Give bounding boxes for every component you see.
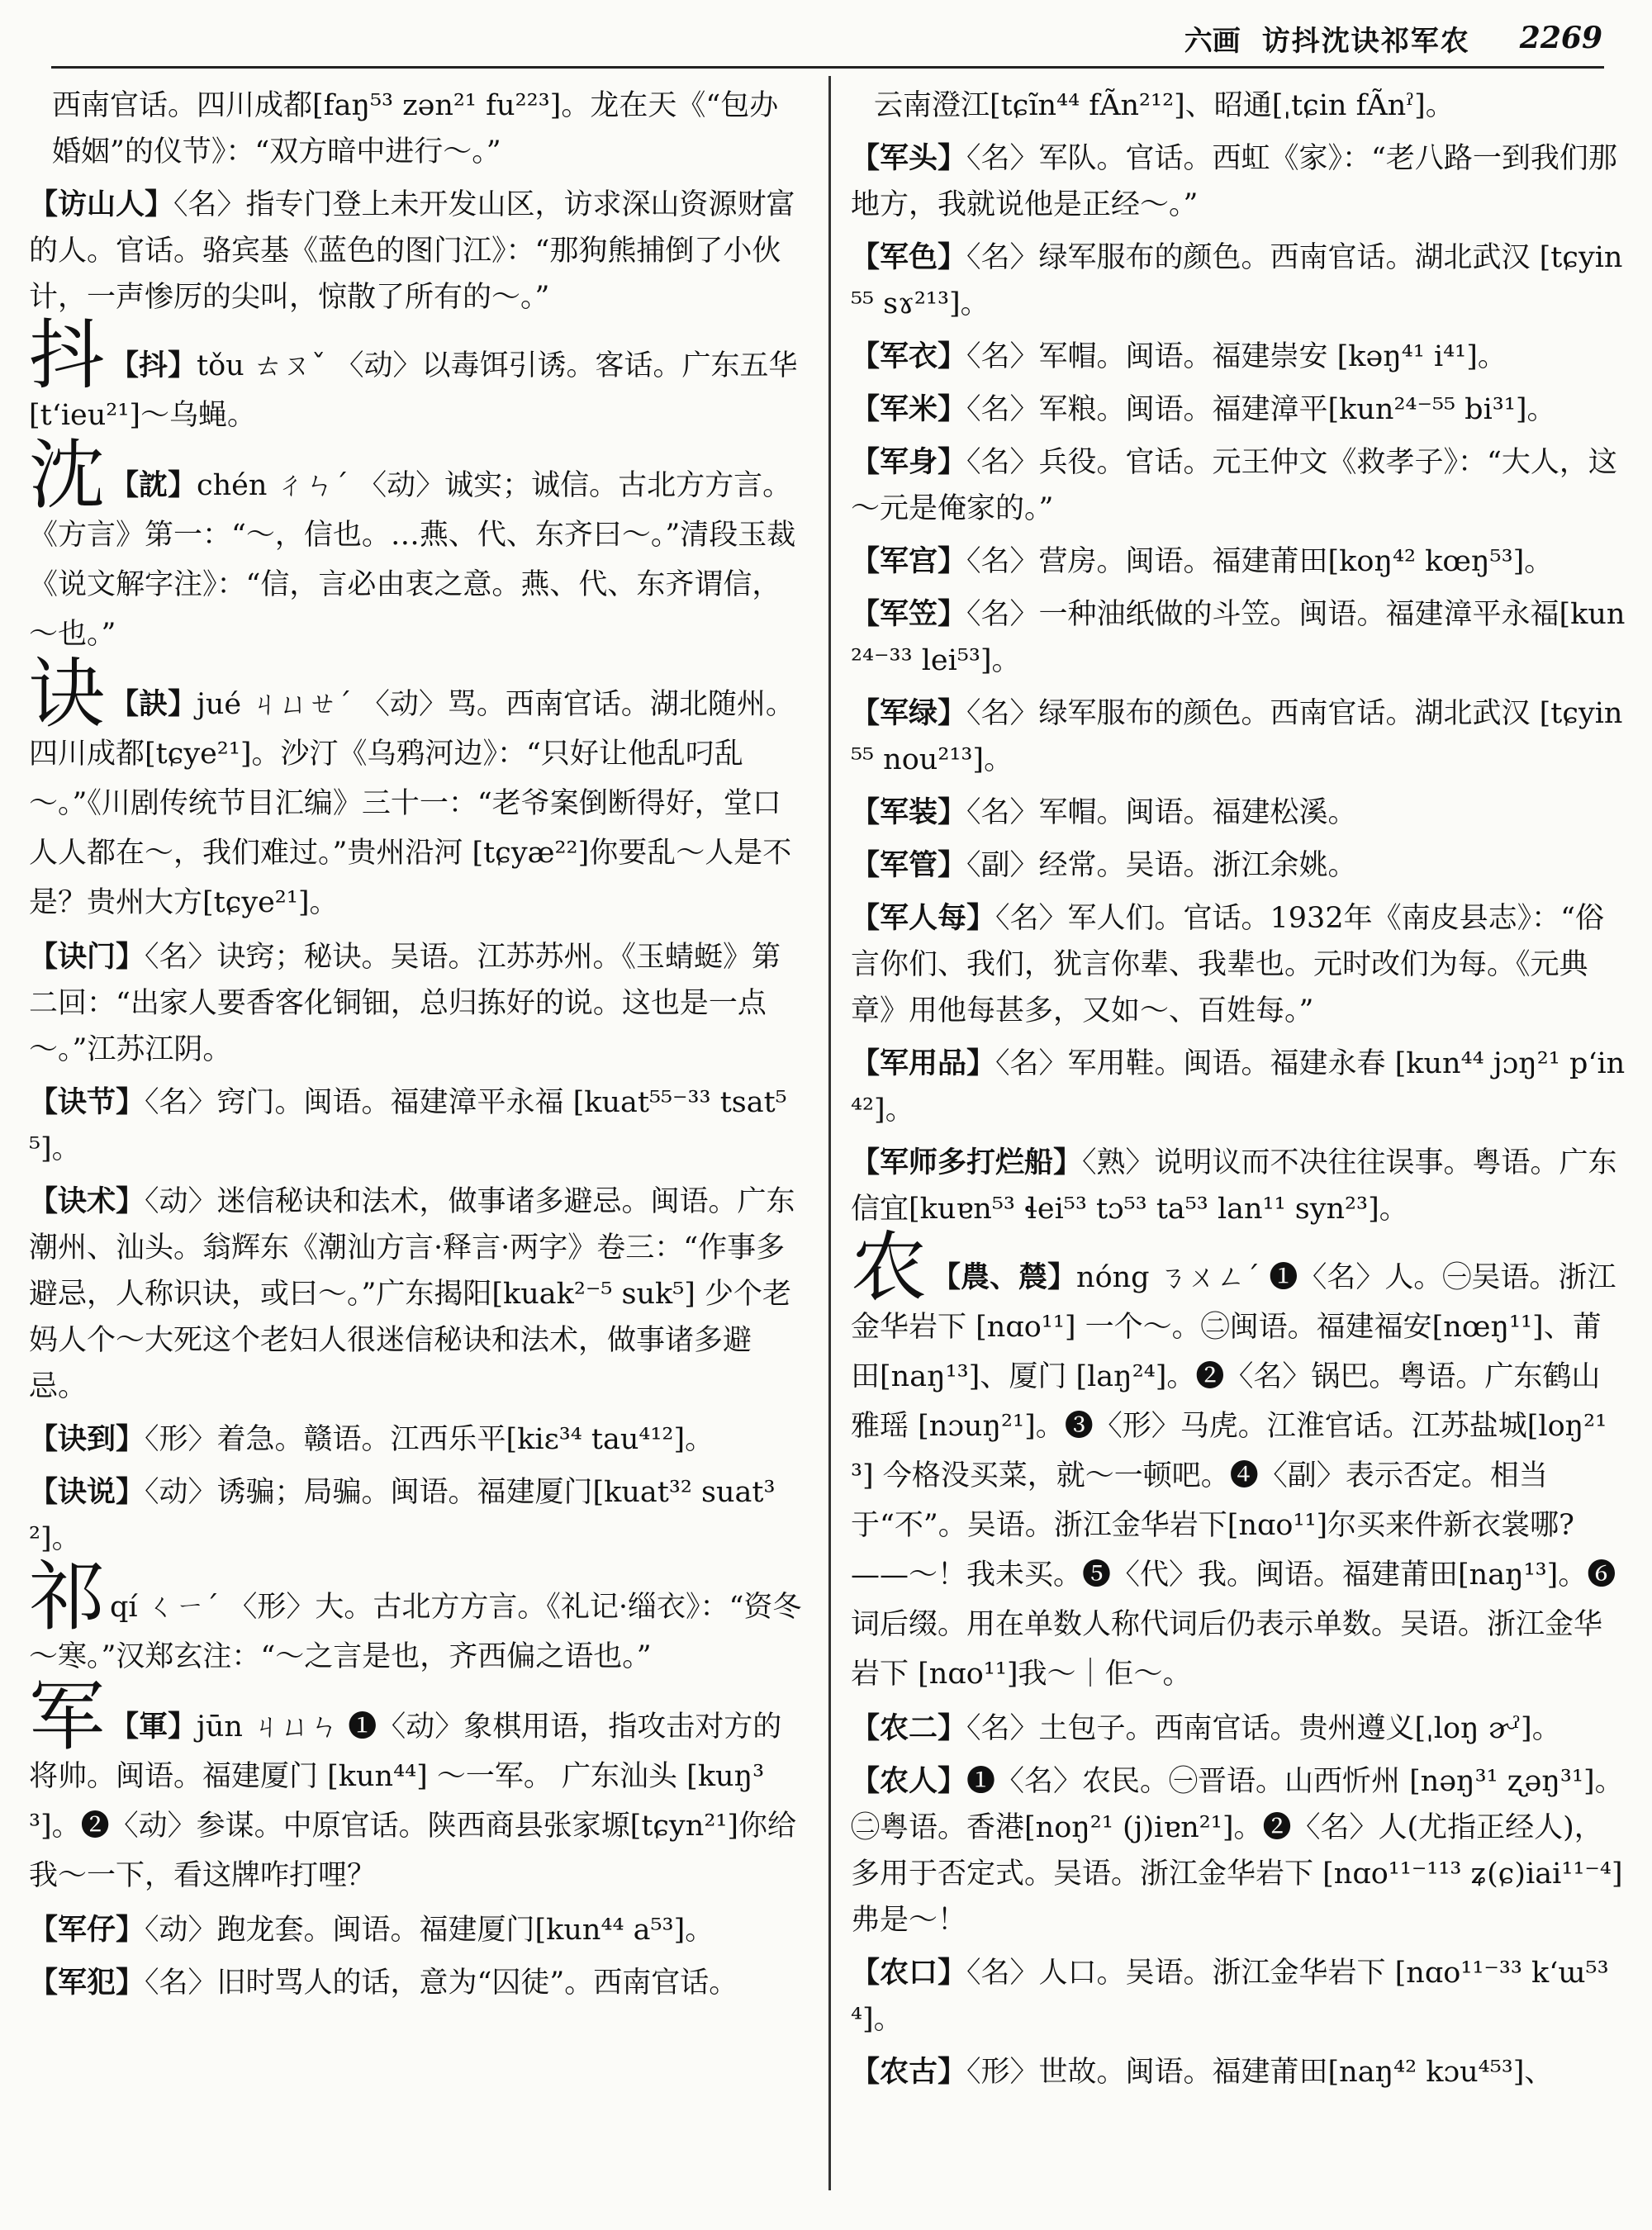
dictionary-entry [29,1907,805,1953]
entry-headword: 【军身】 [851,445,967,479]
dictionary-entry [851,1950,1627,2043]
continuation-text [851,83,1627,129]
entry-definition: jūn ㄐㄩㄣ ❶〈动〉象棋用语，指攻击对方的将帅。闽语。福建厦门 [kun⁴⁴] ～一军。 广东汕头 [kuŋ³³]。❷〈动〉参谋。中原官话。陕西商县张家塬[tɕyn²¹]你给我～一下，看这牌咋打哩？ [29,1710,797,1892]
headword-entry [29,1672,805,1900]
entry-headword: 【军色】 [851,240,967,274]
entry-definition: 〈名〉诀窍；秘诀。吴语。江苏苏州。《玉蜻蜓》第二回：“出家人要香客化铜钿，总归拣好的说。这也是一点～。”江苏江阴。 [29,941,781,1066]
dictionary-entry [851,235,1627,327]
entry-headword: 【军衣】 [851,339,967,373]
dictionary-entry [851,591,1627,684]
entry-headword: 【农口】 [851,1956,967,1990]
dictionary-entry [851,790,1627,836]
left-column [29,83,805,2222]
entry-headword: 【访山人】 [29,187,174,221]
headword-entry [851,1223,1627,1699]
entry-headword: 【军仔】 [29,1913,145,1947]
entry-definition: 〈名〉营房。闽语。福建莆田[koŋ⁴² kœŋ⁵³]。 [966,545,1554,578]
entry-definition: 〈名〉军帽。闽语。福建崇安 [kəŋ⁴¹ i⁴¹]。 [966,340,1507,373]
entry-definition: ❶〈名〉农民。㊀晋语。山西忻州 [nəŋ³¹ ʐəŋ³¹]。㊁粤语。香港[noŋ²¹ (j)iɐn²¹]。❷〈名〉人(尤指正经人)，多用于否定式。吴语。浙江金华岩下 [nɑo¹¹⁻¹¹³ ʑ(ɕ)iai¹¹⁻⁴]弗是～！ [851,1765,1624,1937]
entry-definition: 〈名〉军帽。闽语。福建松溪。 [966,796,1357,829]
entry-definition: 〈名〉绿军服布的颜色。西南官话。湖北武汉 [tɕyin⁵⁵ nou²¹³]。 [851,697,1623,776]
header-rule [51,66,1604,69]
headword-character: 沈 [29,431,106,520]
entry-definition: 〈名〉绿军服布的颜色。西南官话。湖北武汉 [tɕyin⁵⁵ sɤ²¹³]。 [851,241,1623,320]
dictionary-entry [29,1469,805,1562]
entry-definition: 〈名〉窍门。闽语。福建漳平永福 [kuat⁵⁵⁻³³ tsat⁵⁵]。 [29,1086,787,1165]
entry-headword: 【军头】 [851,141,967,175]
entry-headword: 【诀门】 [29,940,145,974]
entry-definition: 〈名〉指专门登上未开发山区，访求深山资源财富的人。官话。骆宾基《蓝色的图门江》：“那狗熊捕倒了小伙计，一声惨厉的尖叫，惊散了所有的～。” [29,188,795,314]
dictionary-entry [851,1706,1627,1752]
entry-definition: nóng ㄋㄨㄥˊ ❶〈名〉人。㊀吴语。浙江金华岩下 [nɑo¹¹] 一个～。㊁闽语。福建福安[nœŋ¹¹]、莆田[naŋ¹³]、厦门 [laŋ²⁴]。❷〈名〉锅巴。粤语。广东鹤山雅瑶 [nɔuŋ²¹]。❸〈形〉马虎。江淮官话。江苏盐城[loŋ²¹³] 今格没买菜，就～一顿吧。❹〈副〉表示否定。相当于“不”。吴语。浙江金华岩下[nɑo¹¹]尔买来件新衣裳哪?——～！我未买。❺〈代〉我。闽语。福建莆田[naŋ¹³]。❻词后缀。用在单数人称代词后仍表示单数。吴语。浙江金华岩下 [nɑo¹¹]我～｜佢～。 [851,1261,1616,1691]
headword-character: 军 [29,1672,106,1761]
dictionary-entry [29,1079,805,1172]
entry-headword: 【农人】 [851,1764,967,1798]
entry-definition: 〈名〉军人们。官话。1932年《南皮县志》：“俗言你们、我们，犹言你辈、我辈也。元时改们为每。《元典章》用他每甚多，又如～、百姓每。” [851,902,1604,1027]
entry-definition: jué ㄐㄩㄝˊ 〈动〉骂。西南官话。湖北随州。四川成都[tɕye²¹]。沙汀《乌鸦河边》：“只好让他乱叼乱～。”《川剧传统节目汇编》三十一：“老爷案倒断得好，堂口人人都在～，我们难过。”贵州沿河 [tɕyæ²²]你要乱～人是不是？贵州大方[tɕye²¹]。 [29,688,795,919]
dictionary-entry [29,1416,805,1463]
entry-definition: 〈副〉经常。吴语。浙江余姚。 [966,849,1357,882]
entry-definition: 〈名〉一种油纸做的斗笠。闽语。福建漳平永福[kun²⁴⁻³³ lei⁵³]。 [851,598,1626,677]
headword-entry [29,1553,805,1682]
dictionary-entry [851,1758,1627,1943]
entry-headword: 【诀节】 [29,1085,145,1119]
right-column [851,83,1627,2222]
entry-definition: tǒu ㄊㄡˇ 〈动〉以毒饵引诱。客话。广东五华[t‘ieu²¹]～乌蝇。 [29,349,798,432]
entry-headword: 【军人每】 [851,901,996,935]
entry-headword: 【军绿】 [851,696,967,730]
entry-headword: 【抖】 [110,349,197,382]
continuation-text [29,83,805,175]
headword-character: 农 [851,1223,928,1312]
entry-definition: 〈动〉迷信秘诀和法术，做事诸多避忌。闽语。广东潮州、汕头。翁辉东《潮汕方言·释言·两字》卷三：“作事多避忌，人称识诀，或曰～。”广东揭阳[kuak²⁻⁵ suk⁵] 少个老妈人个～大死这个老妇人很迷信秘诀和法术，做事诸多避忌。 [29,1185,795,1403]
entry-headword: 【农古】 [851,2055,967,2089]
entry-headword: 【軍】 [110,1710,197,1744]
entry-definition: 西南官话。四川成都[faŋ⁵³ zən²¹ fu²²³]。龙在天《“包办婚姻”的仪节》：“双方暗中进行～。” [52,89,779,168]
dictionary-entry [851,135,1627,228]
entry-definition: 云南澄江[tɕĩn⁴⁴ fÃn²¹²]、昭通[ˌtɕin fÃnˀ]。 [874,89,1455,122]
entry-definition: 〈形〉着急。赣语。江西乐平[kiɛ³⁴ tau⁴¹²]。 [145,1423,714,1456]
entry-definition: 〈名〉军用鞋。闽语。福建永春 [kun⁴⁴ jɔŋ²¹ p‘in⁴²]。 [851,1047,1626,1127]
dictionary-entry [851,842,1627,889]
entry-definition: 〈形〉世故。闽语。福建莆田[naŋ⁴² kɔu⁴⁵³]、 [966,2056,1554,2089]
entry-headword: 【军装】 [851,795,967,829]
entry-definition: 〈名〉人口。吴语。浙江金华岩下 [nɑo¹¹⁻³³ k‘ɯ⁵³⁴]。 [851,1957,1609,2036]
dictionary-entry [851,539,1627,585]
entry-definition: qí ㄑㄧˊ 〈形〉大。古北方方言。《礼记·缁衣》：“资冬～寒。”汉郑玄注：“～之言是也，齐西偏之语也。” [29,1591,802,1673]
entry-headword: 【农二】 [851,1711,967,1745]
entry-definition: 〈名〉军队。官话。西虹《家》：“老八路一到我们那地方，我就说他是正经～。” [851,142,1617,221]
headword-character: 抖 [29,311,106,400]
entry-definition: 〈熟〉说明议而不决往往误事。粤语。广东信宜[kuɐn⁵³ ɬei⁵³ tɔ⁵³ ta⁵³ lan¹¹ syn²³]。 [851,1146,1617,1226]
headword-entry [29,311,805,440]
dictionary-entry [851,2049,1627,2095]
running-header [1184,15,1602,61]
entry-definition: 〈名〉兵役。官话。元王仲文《救孝子》：“大人，这～元是俺家的。” [851,446,1617,525]
dictionary-entry [29,1179,805,1410]
dictionary-entry [851,690,1627,783]
headword-character: 祁 [29,1553,106,1641]
entry-headword: 【军师多打烂船】 [851,1146,1083,1179]
headword-entry [29,650,805,928]
dictionary-entry [851,895,1627,1034]
headword-character: 诀 [29,650,106,738]
entry-headword: 【军宫】 [851,544,967,578]
dictionary-entry [851,334,1627,380]
entry-headword: 【军笠】 [851,597,967,631]
page-number: 2269 [1519,21,1602,55]
entry-definition: 〈名〉军粮。闽语。福建漳平[kun²⁴⁻⁵⁵ bi³¹]。 [966,393,1556,426]
entry-headword: 【军米】 [851,392,967,426]
entry-headword: 【訦】 [110,468,197,502]
entry-definition: 〈名〉旧时骂人的话，意为“囚徒”。西南官话。 [145,1967,738,2000]
entry-headword: 【诀说】 [29,1475,145,1509]
entry-headword: 【军管】 [851,848,967,882]
dictionary-entry [851,1140,1627,1232]
dictionary-entry [29,1960,805,2006]
headword-entry [29,431,805,659]
header-section: 六画 [1184,24,1241,58]
header-characters: 访抖沈诀祁军农 [1261,24,1470,58]
entry-headword: 【军用品】 [851,1046,996,1080]
entry-headword: 【军犯】 [29,1966,145,2000]
entry-headword: 【诀术】 [29,1184,145,1218]
dictionary-entry [29,182,805,320]
dictionary-entry [851,439,1627,532]
dictionary-entry [851,387,1627,433]
dictionary-entry [851,1041,1627,1133]
entry-definition: 〈名〉土包子。西南官话。贵州遵义[ˌloŋ ɚˀ]。 [966,1712,1561,1745]
dictionary-entry [29,934,805,1073]
entry-definition: chén ㄔㄣˊ 〈动〉诚实；诚信。古北方方言。《方言》第一：“～，信也。…燕、代、东齐曰～。”清段玉裁《说文解字注》：“信，言必由衷之意。燕、代、东齐谓信，～也。” [29,469,796,651]
entry-headword: 【農、辳】 [932,1260,1077,1294]
entry-definition: 〈动〉诱骗；局骗。闽语。福建厦门[kuat³² suat³²]。 [29,1476,776,1555]
entry-definition: 〈动〉跑龙套。闽语。福建厦门[kun⁴⁴ a⁵³]。 [145,1914,714,1947]
entry-headword: 【訣】 [110,687,197,721]
entry-headword: 【诀到】 [29,1422,145,1456]
column-divider [828,76,831,2190]
